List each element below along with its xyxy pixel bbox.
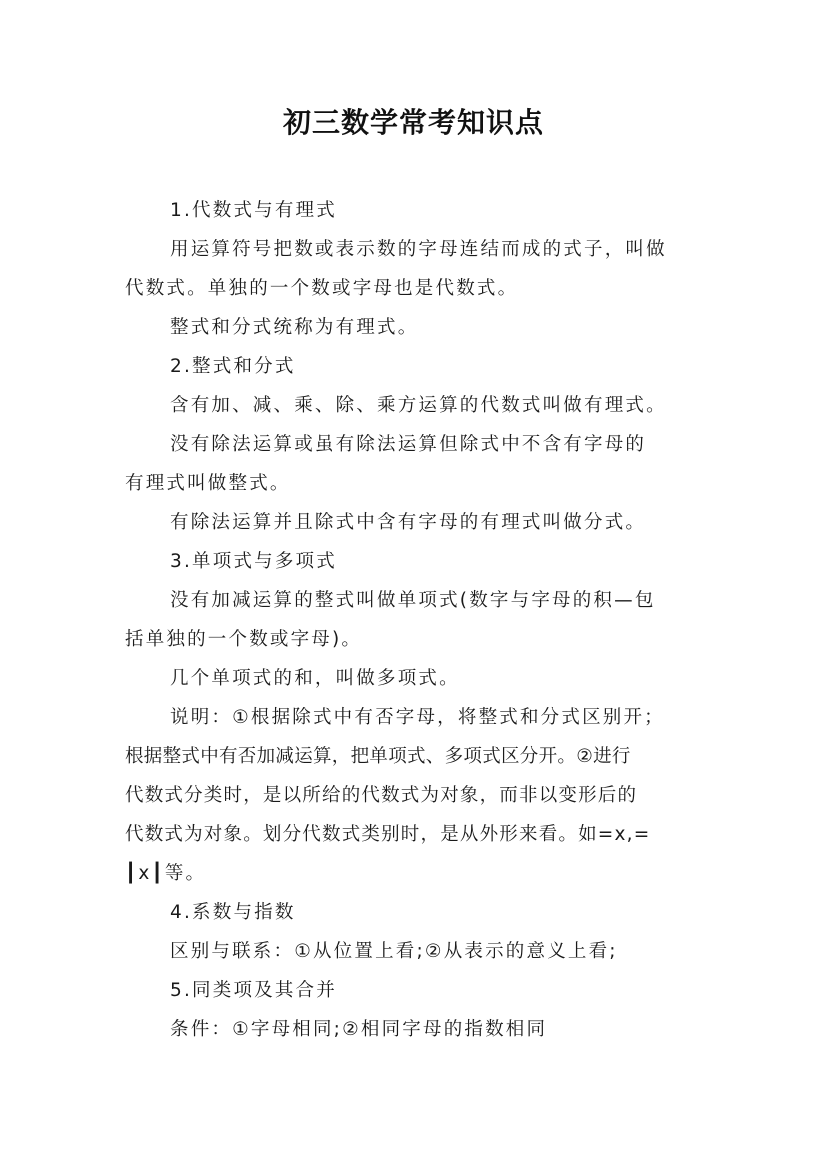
section-heading-5: 5.同类项及其合并 xyxy=(170,980,337,1001)
section-heading-2: 2.整式和分式 xyxy=(170,356,296,377)
paragraph-line: 说明：①根据除式中有否字母，将整式和分式区别开； xyxy=(170,707,665,728)
paragraph-line: ┃x┃等。 xyxy=(125,863,207,884)
section-heading-3: 3.单项式与多项式 xyxy=(170,551,337,572)
paragraph-line: 代数式。单独的一个数或字母也是代数式。 xyxy=(125,278,519,299)
paragraph-line: 整式和分式统称为有理式。 xyxy=(170,317,419,338)
paragraph-line: 根据整式中有否加减运算，把单项式、多项式区分开。②进行 xyxy=(125,746,631,767)
paragraph-line: 没有加减运算的整式叫做单项式(数字与字母的积—包 xyxy=(170,590,656,611)
paragraph-line: 条件：①字母相同;②相同字母的指数相同 xyxy=(170,1019,548,1040)
section-heading-4: 4.系数与指数 xyxy=(170,902,296,923)
document-title: 初三数学常考知识点 xyxy=(282,106,544,139)
paragraph-line: 代数式为对象。划分代数式类别时，是从外形来看。如=x,= xyxy=(125,824,651,845)
paragraph-line: 有除法运算并且除式中含有字母的有理式叫做分式。 xyxy=(170,512,647,533)
paragraph-line: 括单独的一个数或字母)。 xyxy=(125,629,363,650)
paragraph-line: 区别与联系：①从位置上看;②从表示的意义上看; xyxy=(170,941,618,962)
paragraph-line: 含有加、减、乘、除、乘方运算的代数式叫做有理式。 xyxy=(170,395,667,416)
section-heading-1: 1.代数式与有理式 xyxy=(170,200,337,221)
paragraph-line: 用运算符号把数或表示数的字母连结而成的式子，叫做 xyxy=(170,239,667,260)
paragraph-line: 有理式叫做整式。 xyxy=(125,473,291,494)
paragraph-line: 没有除法运算或虽有除法运算但除式中不含有字母的 xyxy=(170,434,647,455)
paragraph-line: 几个单项式的和，叫做多项式。 xyxy=(170,668,460,689)
paragraph-line: 代数式分类时，是以所给的代数式为对象，而非以变形后的 xyxy=(125,785,638,806)
